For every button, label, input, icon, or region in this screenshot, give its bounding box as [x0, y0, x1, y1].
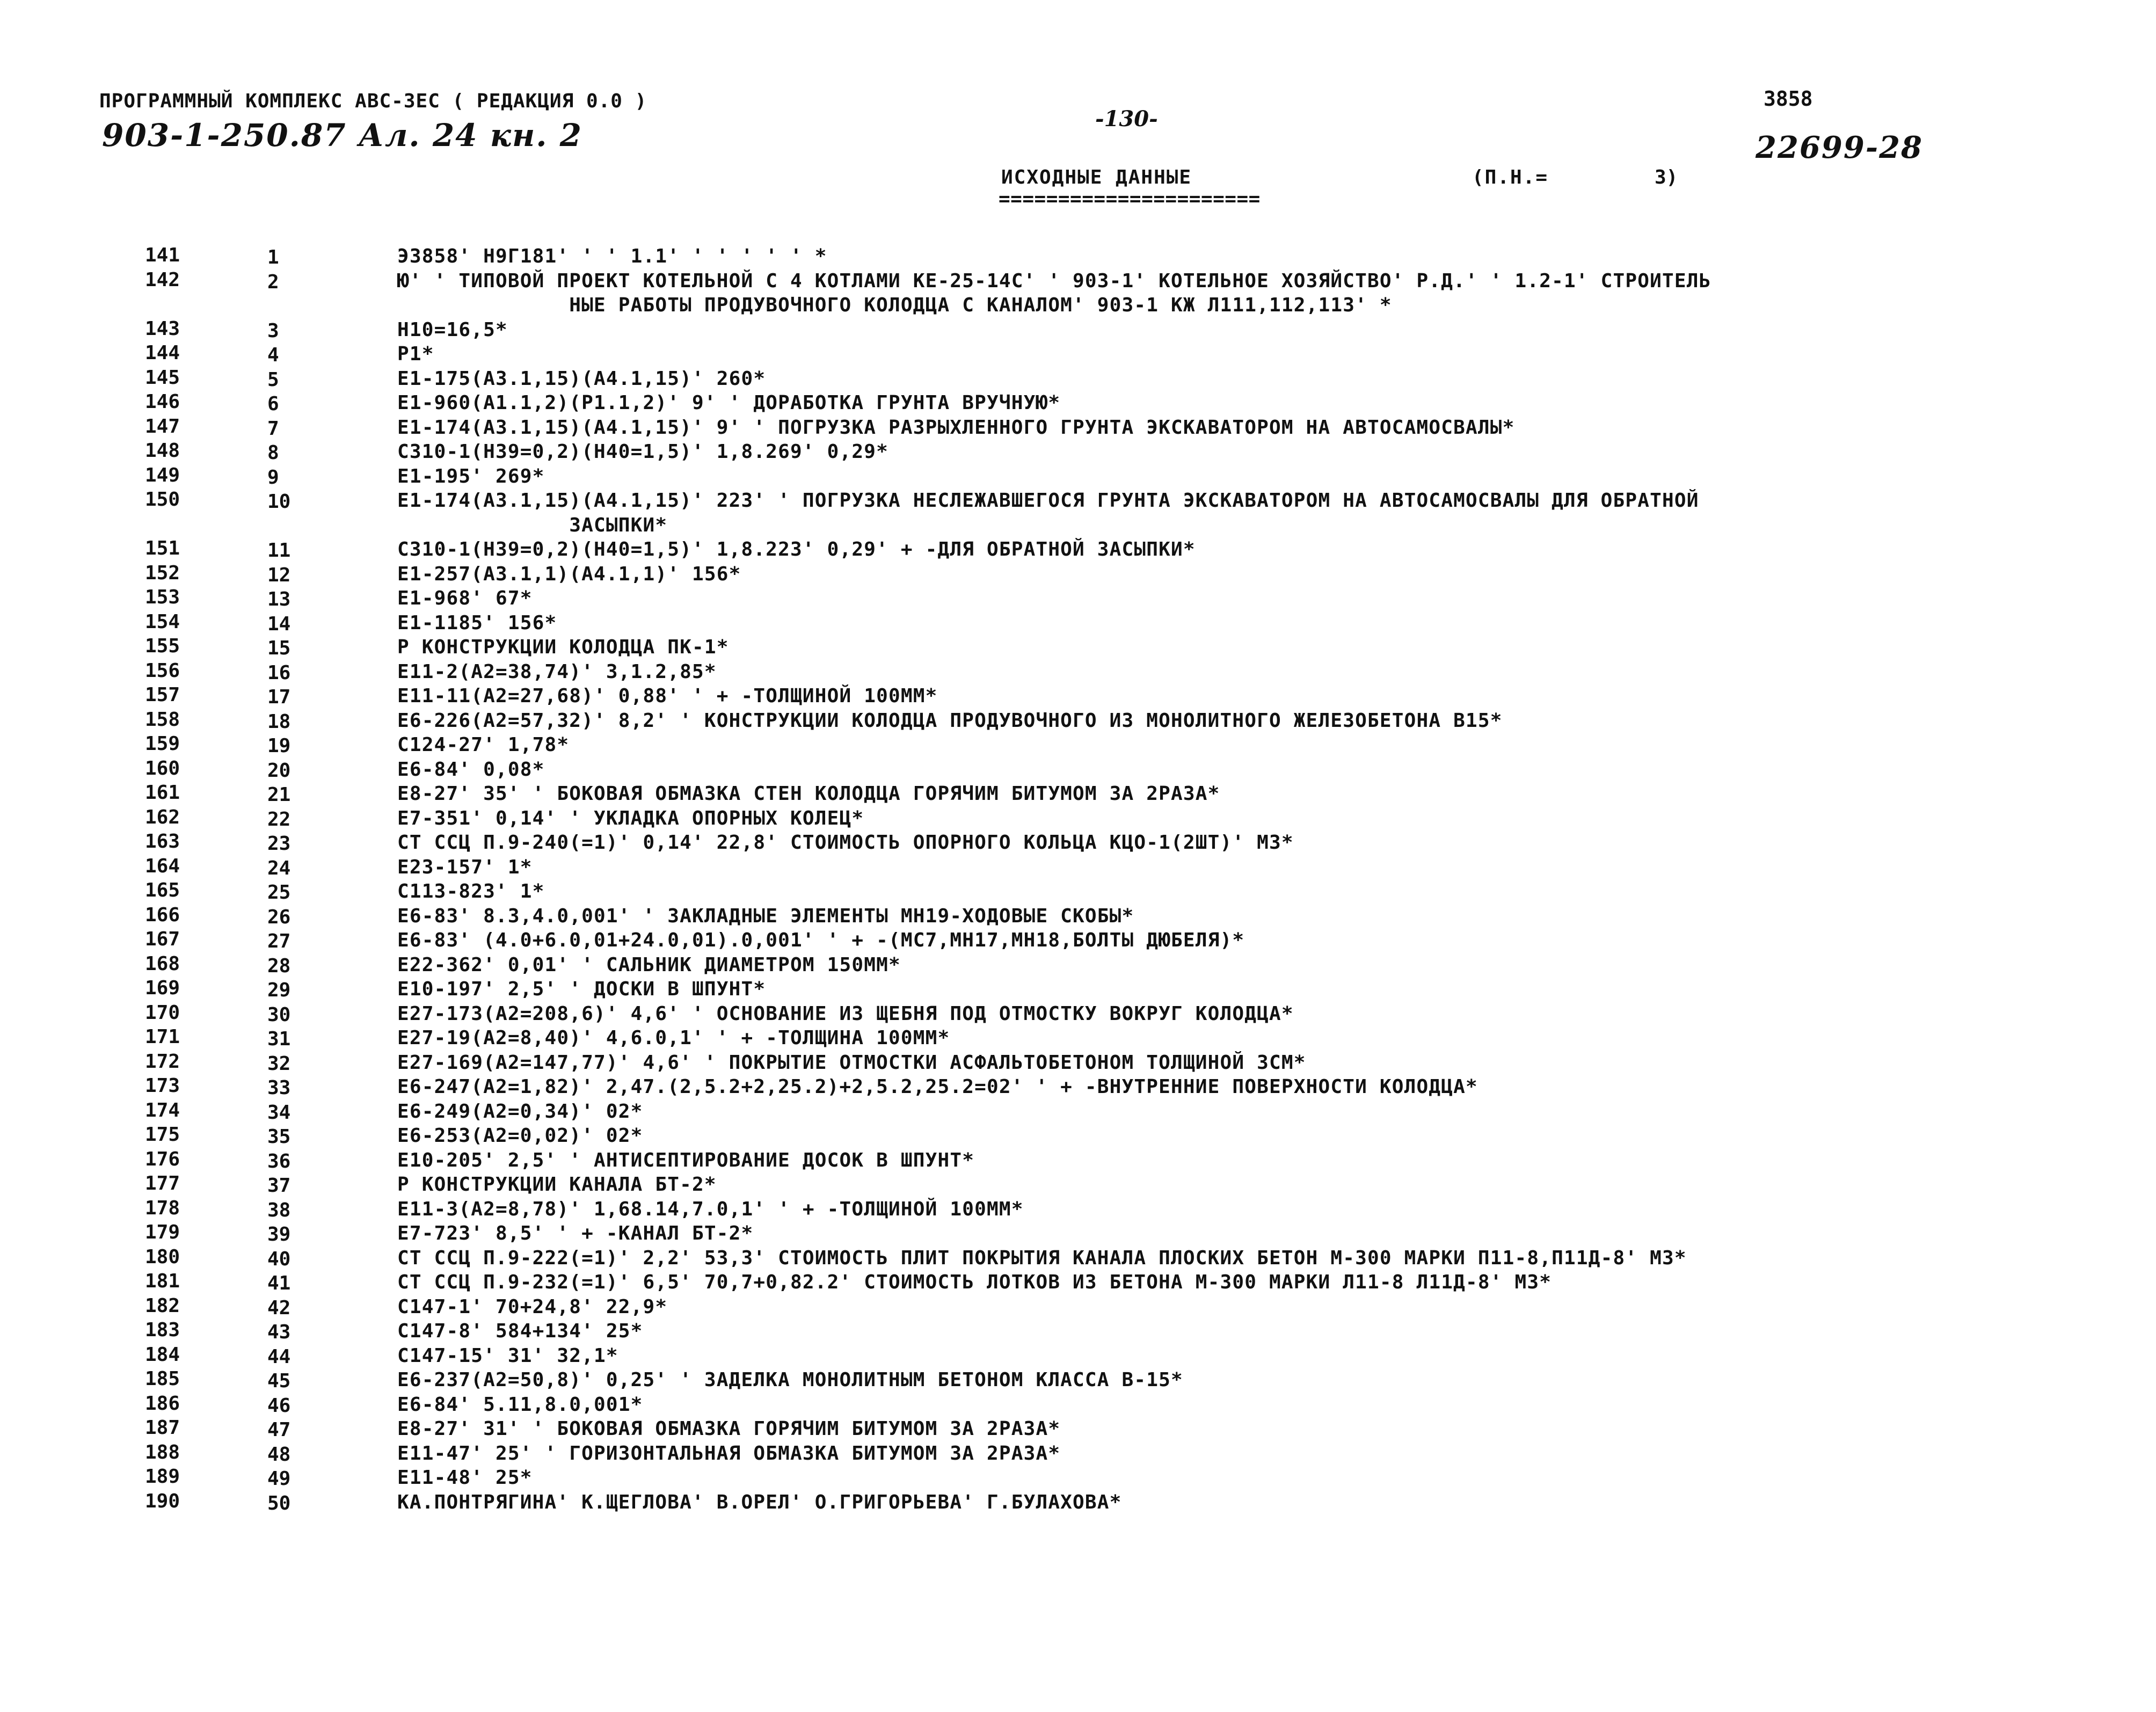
- listing-row: [0, 391, 2156, 416]
- line-number: 170: [145, 1001, 180, 1024]
- line-number: 145: [145, 366, 180, 389]
- record-index: 2: [267, 271, 279, 293]
- listing-row: [0, 1197, 2156, 1222]
- line-number: 142: [145, 268, 180, 291]
- record-text: Н10=16,5*: [397, 318, 508, 341]
- record-index: 44: [267, 1345, 291, 1368]
- record-index: 34: [267, 1101, 291, 1124]
- listing-row: [0, 879, 2156, 904]
- record-text: Е6-247(А2=1,82)' 2,47.(2,5.2+2,25.2)+2,5.2,25.2=02' ' + -ВНУТРЕННИЕ ПОВЕРХНОСТИ КОЛОДЦА*: [397, 1076, 1478, 1098]
- line-number: 149: [145, 464, 180, 486]
- line-number: 184: [145, 1343, 180, 1366]
- record-index: 29: [267, 979, 291, 1001]
- record-text: С113-823' 1*: [397, 880, 545, 902]
- listing-row: [0, 1172, 2156, 1197]
- record-text: Р КОНСТРУКЦИИ КАНАЛА БТ-2*: [397, 1174, 717, 1196]
- listing-row: [0, 342, 2156, 367]
- record-text: Е6-237(А2=50,8)' 0,25' ' ЗАДЕЛКА МОНОЛИТНЫМ БЕТОНОМ КЛАССА В-15*: [397, 1369, 1183, 1391]
- line-number: 163: [145, 830, 180, 853]
- handwritten-project-code: 903-1-250.87 Ал. 24 кн. 2: [102, 117, 582, 154]
- listing-row: [0, 830, 2156, 855]
- record-index: 23: [267, 833, 291, 855]
- record-text: Е6-249(А2=0,34)' 02*: [397, 1100, 643, 1123]
- record-text: Е11-2(А2=38,74)' 3,1.2,85*: [397, 660, 717, 683]
- line-number: 152: [145, 562, 180, 584]
- listing-row: [0, 757, 2156, 782]
- line-number: 157: [145, 684, 180, 706]
- record-text: Е7-723' 8,5' ' + -КАНАЛ БТ-2*: [397, 1222, 754, 1244]
- record-index: 24: [267, 857, 291, 879]
- line-number: 178: [145, 1197, 180, 1219]
- input-data-listing: [0, 244, 2156, 1514]
- record-text: Е1-195' 269*: [397, 465, 545, 487]
- record-index: 42: [267, 1296, 291, 1319]
- record-text: Е11-48' 25*: [397, 1467, 533, 1489]
- listing-row: [0, 1393, 2156, 1417]
- line-number: 175: [145, 1124, 180, 1146]
- record-index: 7: [267, 417, 279, 440]
- record-text: С147-15' 31' 32,1*: [397, 1344, 618, 1367]
- record-index: 36: [267, 1150, 291, 1172]
- line-number: 162: [145, 806, 180, 828]
- line-number: 176: [145, 1148, 180, 1170]
- record-index: 18: [267, 710, 291, 733]
- record-index: 49: [267, 1468, 291, 1490]
- record-text: Е1-174(А3.1,15)(А4.1,15)' 9' ' ПОГРУЗКА РАЗРЫХЛЕННОГО ГРУНТА ЭКСКАВАТОРОМ НА АВТОСАМОСВАЛЫ*: [397, 416, 1515, 439]
- listing-row: [0, 855, 2156, 880]
- listing-row: [0, 1246, 2156, 1271]
- listing-row: [0, 269, 2156, 318]
- record-index: 12: [267, 564, 291, 586]
- record-text: Е10-205' 2,5' ' АНТИСЕПТИРОВАНИЕ ДОСОК В ШПУНТ*: [397, 1149, 975, 1171]
- record-text: Е6-253(А2=0,02)' 02*: [397, 1125, 643, 1147]
- listing-row: [0, 416, 2156, 440]
- record-text: Е7-351' 0,14' ' УКЛАДКА ОПОРНЫХ КОЛЕЦ*: [397, 807, 864, 829]
- record-index: 20: [267, 759, 291, 782]
- listing-row: [0, 1295, 2156, 1320]
- line-number: 144: [145, 342, 180, 364]
- record-index: 47: [267, 1419, 291, 1441]
- line-number: 153: [145, 586, 180, 608]
- listing-row: [0, 684, 2156, 709]
- listing-row: [0, 1221, 2156, 1246]
- line-number: 148: [145, 440, 180, 462]
- record-text: Е6-83' 8.3,4.0,001' ' ЗАКЛАДНЫЕ ЭЛЕМЕНТЫ МН19-ХОДОВЫЕ СКОБЫ*: [397, 905, 1134, 927]
- record-text: Е27-169(А2=147,77)' 4,6' ' ПОКРЫТИЕ ОТМОСТКИ АСФАЛЬТОБЕТОНОМ ТОЛЩИНОЙ 3СМ*: [397, 1051, 1306, 1074]
- line-number: 183: [145, 1319, 180, 1341]
- listing-row: [0, 318, 2156, 343]
- line-number: 160: [145, 757, 180, 779]
- record-text: Е1-175(А3.1,15)(А4.1,15)' 260*: [397, 367, 766, 390]
- listing-row: [0, 489, 2156, 537]
- listing-row: [0, 977, 2156, 1002]
- listing-row: [0, 660, 2156, 684]
- record-text: СТ ССЦ П.9-222(=1)' 2,2' 53,3' СТОИМОСТЬ ПЛИТ ПОКРЫТИЯ КАНАЛА ПЛОСКИХ БЕТОН М-300 МАРКИ П11-8,П11Д-8' М3*: [397, 1247, 1687, 1269]
- record-index: 14: [267, 613, 291, 635]
- record-text: С310-1(Н39=0,2)(Н40=1,5)' 1,8.223' 0,29' + -ДЛЯ ОБРАТНОЙ ЗАСЫПКИ*: [397, 538, 1196, 560]
- record-index: 13: [267, 588, 291, 610]
- listing-row: [0, 1441, 2156, 1466]
- record-text: Е11-47' 25' ' ГОРИЗОНТАЛЬНАЯ ОБМАЗКА БИТУМОМ ЗА 2РАЗА*: [397, 1442, 1061, 1465]
- record-text: Ю' ' ТИПОВОЙ ПРОЕКТ КОТЕЛЬНОЙ С 4 КОТЛАМИ КЕ-25-14С' ' 903-1' КОТЕЛЬНОЕ ХОЗЯЙСТВО' Р.Д.' ' 1.2-1' СТРОИТЕЛЬ НЫЕ РАБОТЫ ПРОДУВОЧНОГО КОЛОДЦА С КАНАЛОМ' 903-1 КЖ Л111,112,113' *: [397, 269, 1711, 316]
- record-text: С310-1(Н39=0,2)(Н40=1,5)' 1,8.269' 0,29*: [397, 441, 888, 463]
- listing-row: [0, 1026, 2156, 1051]
- listing-row: [0, 586, 2156, 611]
- listing-row: [0, 733, 2156, 757]
- record-index: 50: [267, 1492, 291, 1514]
- listing-row: [0, 464, 2156, 489]
- pn-label: (П.Н.=: [1472, 166, 1549, 188]
- record-text: С147-8' 584+134' 25*: [397, 1320, 643, 1342]
- record-text: СТ ССЦ П.9-232(=1)' 6,5' 70,7+0,82.2' СТОИМОСТЬ ЛОТКОВ ИЗ БЕТОНА М-300 МАРКИ Л11-8 Л11Д-8' М3*: [397, 1271, 1552, 1293]
- record-index: 41: [267, 1272, 291, 1294]
- record-index: 40: [267, 1248, 291, 1270]
- program-header: ПРОГРАММНЫЙ КОМПЛЕКС АВС-ЗЕС ( РЕДАКЦИЯ 0.0 ): [99, 90, 647, 112]
- record-text: Е11-3(А2=8,78)' 1,68.14,7.0,1' ' + -ТОЛЩИНОЙ 100ММ*: [397, 1198, 1024, 1220]
- record-index: 8: [267, 442, 279, 464]
- line-number: 167: [145, 928, 180, 950]
- listing-row: [0, 1417, 2156, 1441]
- listing-row: [0, 709, 2156, 733]
- listing-row: [0, 1075, 2156, 1099]
- listing-row: [0, 611, 2156, 636]
- record-text: Е1-960(А1.1,2)(Р1.1,2)' 9' ' ДОРАБОТКА ГРУНТА ВРУЧНУЮ*: [397, 392, 1061, 414]
- line-number: 147: [145, 415, 180, 438]
- record-index: 21: [267, 784, 291, 806]
- line-number: 155: [145, 635, 180, 657]
- record-text: Р1*: [397, 343, 434, 365]
- listing-row: [0, 562, 2156, 587]
- record-index: 11: [267, 540, 291, 562]
- record-text: Е6-84' 5.11,8.0,001*: [397, 1393, 643, 1416]
- line-number: 150: [145, 489, 180, 511]
- record-index: 1: [267, 246, 279, 268]
- record-index: 5: [267, 368, 279, 391]
- record-text: Е8-27' 35' ' БОКОВАЯ ОБМАЗКА СТЕН КОЛОДЦА ГОРЯЧИМ БИТУМОМ ЗА 2РАЗА*: [397, 783, 1220, 805]
- record-text: ЭЗ858' Н9Г181' ' ' 1.1' ' ' ' ' ' *: [397, 245, 827, 267]
- record-text: Е11-11(А2=27,68)' 0,88' ' + -ТОЛЩИНОЙ 100ММ*: [397, 685, 938, 707]
- record-text: С124-27' 1,78*: [397, 734, 570, 756]
- record-text: Е1-257(А3.1,1)(А4.1,1)' 156*: [397, 563, 741, 585]
- title-underline: ======================: [999, 188, 1261, 210]
- record-text: Е27-19(А2=8,40)' 4,6.0,1' ' + -ТОЛЩИНА 100ММ*: [397, 1027, 950, 1049]
- record-index: 43: [267, 1321, 291, 1343]
- listing-row: [0, 782, 2156, 806]
- line-number: 143: [145, 317, 180, 340]
- record-text: Е22-362' 0,01' ' САЛЬНИК ДИАМЕТРОМ 150ММ*: [397, 953, 901, 976]
- record-text: КА.ПОНТРЯГИНА' К.ЩЕГЛОВА' В.ОРЕЛ' О.ГРИГОРЬЕВА' Г.БУЛАХОВА*: [397, 1491, 1122, 1513]
- line-number: 188: [145, 1441, 180, 1463]
- line-number: 177: [145, 1172, 180, 1194]
- record-index: 6: [267, 393, 279, 415]
- listing-row: [0, 367, 2156, 391]
- line-number: 154: [145, 610, 180, 633]
- line-number: 141: [145, 244, 180, 266]
- record-index: 9: [267, 466, 279, 489]
- listing-row: [0, 1002, 2156, 1026]
- record-text: Е27-173(А2=208,6)' 4,6' ' ОСНОВАНИЕ ИЗ ЩЕБНЯ ПОД ОТМОСТКУ ВОКРУГ КОЛОДЦА*: [397, 1002, 1294, 1025]
- handwritten-sheet-code: 22699-28: [1756, 130, 1923, 165]
- listing-row: [0, 537, 2156, 562]
- listing-row: [0, 1051, 2156, 1075]
- listing-row: [0, 928, 2156, 953]
- record-index: 33: [267, 1077, 291, 1099]
- record-text: СТ ССЦ П.9-240(=1)' 0,14' 22,8' СТОИМОСТЬ ОПОРНОГО КОЛЬЦА КЦО-1(2ШТ)' М3*: [397, 832, 1294, 854]
- line-number: 166: [145, 904, 180, 926]
- record-text: С147-1' 70+24,8' 22,9*: [397, 1295, 668, 1318]
- line-number: 173: [145, 1075, 180, 1097]
- line-number: 158: [145, 708, 180, 731]
- record-text: Е8-27' 31' ' БОКОВАЯ ОБМАЗКА ГОРЯЧИМ БИТУМОМ ЗА 2РАЗА*: [397, 1418, 1061, 1440]
- document-number: 3858: [1764, 87, 1813, 111]
- record-index: 27: [267, 930, 291, 952]
- line-number: 146: [145, 391, 180, 413]
- record-text: Е10-197' 2,5' ' ДОСКИ В ШПУНТ*: [397, 978, 766, 1000]
- line-number: 161: [145, 782, 180, 804]
- line-number: 189: [145, 1466, 180, 1488]
- line-number: 182: [145, 1294, 180, 1317]
- record-index: 19: [267, 735, 291, 757]
- record-index: 17: [267, 686, 291, 708]
- record-index: 45: [267, 1370, 291, 1392]
- listing-row: [0, 440, 2156, 464]
- listing-row: [0, 1466, 2156, 1490]
- line-number: 190: [145, 1490, 180, 1512]
- listing-row: [0, 1270, 2156, 1295]
- line-number: 171: [145, 1026, 180, 1048]
- record-index: 38: [267, 1199, 291, 1221]
- record-index: 25: [267, 882, 291, 904]
- record-text: Е6-84' 0,08*: [397, 758, 545, 781]
- record-index: 37: [267, 1175, 291, 1197]
- record-index: 15: [267, 637, 291, 659]
- line-number: 185: [145, 1368, 180, 1390]
- listing-row: [0, 635, 2156, 660]
- pn-value: 3): [1655, 166, 1678, 188]
- line-number: 169: [145, 977, 180, 999]
- record-index: 26: [267, 906, 291, 928]
- record-text: Е1-1185' 156*: [397, 611, 557, 634]
- line-number: 179: [145, 1221, 180, 1243]
- line-number: 186: [145, 1392, 180, 1415]
- record-index: 30: [267, 1003, 291, 1026]
- line-number: 165: [145, 879, 180, 901]
- record-text: Е23-157' 1*: [397, 856, 533, 878]
- listing-row: [0, 953, 2156, 978]
- line-number: 181: [145, 1270, 180, 1292]
- record-index: 31: [267, 1028, 291, 1050]
- record-index: 35: [267, 1126, 291, 1148]
- listing-row: [0, 1368, 2156, 1393]
- record-index: 10: [267, 491, 291, 513]
- record-index: 48: [267, 1443, 291, 1466]
- listing-row: [0, 904, 2156, 929]
- record-index: 39: [267, 1223, 291, 1245]
- line-number: 168: [145, 952, 180, 975]
- record-index: 4: [267, 344, 279, 366]
- listing-row: [0, 1124, 2156, 1148]
- listing-row: [0, 1319, 2156, 1344]
- line-number: 172: [145, 1050, 180, 1073]
- listing-row: [0, 1344, 2156, 1368]
- listing-row: [0, 1148, 2156, 1173]
- record-text: Е1-968' 67*: [397, 587, 533, 609]
- listing-row: [0, 244, 2156, 269]
- line-number: 156: [145, 659, 180, 682]
- record-index: 28: [267, 955, 291, 977]
- record-index: 46: [267, 1394, 291, 1417]
- page-number: -130-: [1095, 106, 1158, 132]
- listing-row: [0, 1099, 2156, 1124]
- line-number: 174: [145, 1099, 180, 1121]
- listing-row: [0, 806, 2156, 831]
- line-number: 164: [145, 855, 180, 877]
- line-number: 180: [145, 1245, 180, 1268]
- record-index: 32: [267, 1052, 291, 1075]
- listing-row: [0, 1490, 2156, 1515]
- page-title: ИСХОДНЫЕ ДАННЫЕ: [1001, 166, 1192, 188]
- record-index: 22: [267, 808, 291, 830]
- record-text: Е6-83' (4.0+6.0,01+24.0,01).0,001' ' + -(МС7,МН17,МН18,БОЛТЫ ДЮБЕЛЯ)*: [397, 929, 1245, 951]
- record-index: 3: [267, 319, 279, 342]
- record-text: Р КОНСТРУКЦИИ КОЛОДЦА ПК-1*: [397, 636, 729, 658]
- record-text: Е1-174(А3.1,15)(А4.1,15)' 223' ' ПОГРУЗКА НЕСЛЕЖАВШЕГОСЯ ГРУНТА ЭКСКАВАТОРОМ НА АВТОСАМОСВАЛЫ ДЛЯ ОБРАТНОЙ ЗАСЫПКИ*: [397, 490, 1699, 536]
- line-number: 187: [145, 1417, 180, 1439]
- line-number: 151: [145, 537, 180, 559]
- line-number: 159: [145, 733, 180, 755]
- record-index: 16: [267, 661, 291, 684]
- record-text: Е6-226(А2=57,32)' 8,2' ' КОНСТРУКЦИИ КОЛОДЦА ПРОДУВОЧНОГО ИЗ МОНОЛИТНОГО ЖЕЛЕЗОБЕТОНА В15*: [397, 709, 1503, 732]
